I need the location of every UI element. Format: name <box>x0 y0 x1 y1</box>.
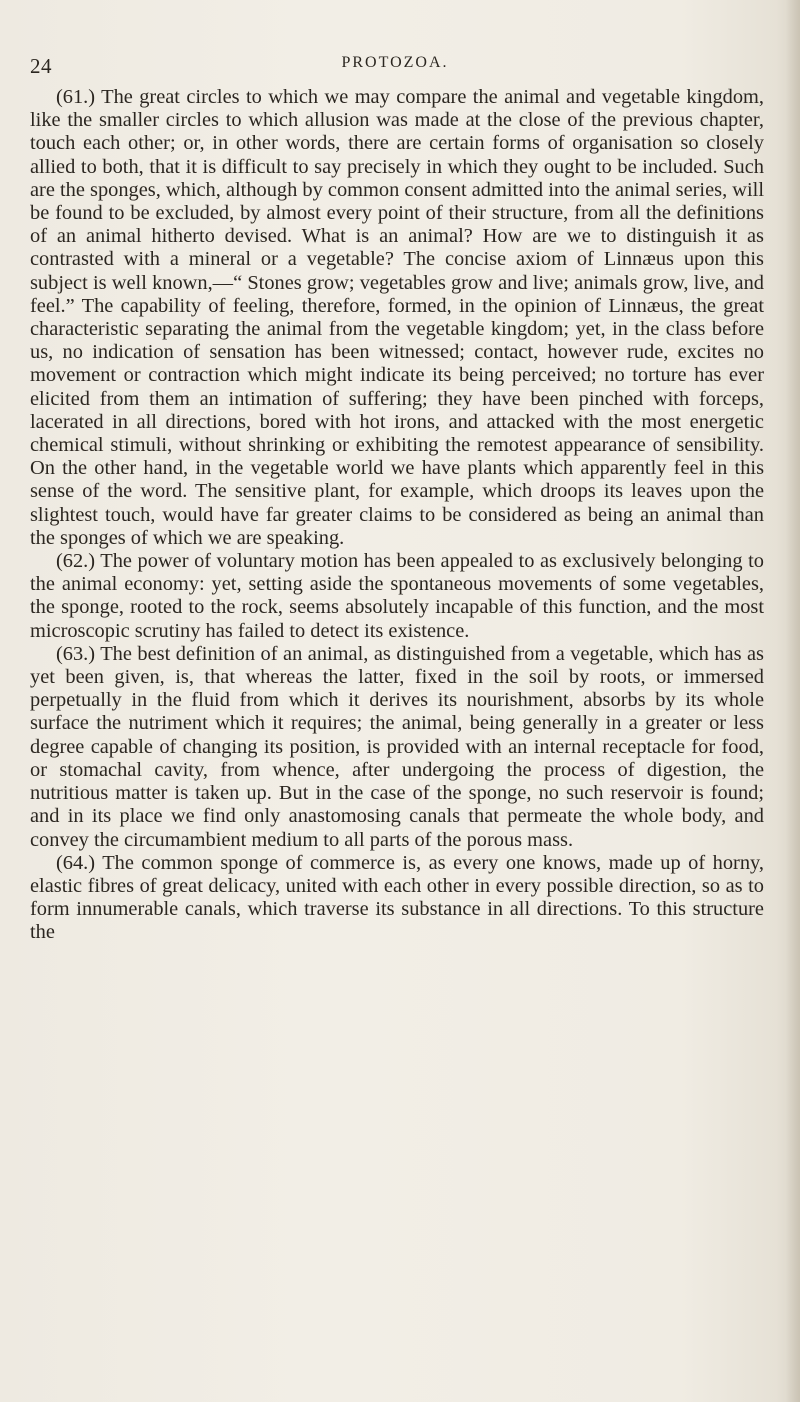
page-header <box>30 54 760 80</box>
paragraph-61: (61.) The great circles to which we may compare the animal and vegetable kingdom, like the smaller circles to which allusion was made at the close of the previous chapter, touch each other; or, in other words, there are certain forms of organisation so closely allied to both, that it is difficult to say precisely in which they ought to be included. Such are the sponges, which, although by common consent admitted into the animal series, will be found to be excluded, by almost every point of their structure, from all the definitions of an animal hitherto devised. What is an animal? How are we to distinguish it as contrasted with a mineral or a vegetable? The concise axiom of Linnæus upon this subject is well known,—“ Stones grow; vegetables grow and live; animals grow, live, and feel.” The capability of feeling, therefore, formed, in the opinion of Linnæus, the great characteristic separating the animal from the vegetable kingdom; yet, in the class before us, no indication of sensation has been witnessed; contact, however rude, excites no movement or contraction which might indicate its being perceived; no torture has ever elicited from them an intimation of suffering; they have been pinched with forceps, lacerated in all directions, bored with hot irons, and attacked with the most energetic chemical stimuli, without shrinking or exhibiting the remotest appearance of sensibility. On the other hand, in the vegetable world we have plants which apparently feel in this sense of the word. The sensitive plant, for example, which droops its leaves upon the slightest touch, would have far greater claims to be considered as being an animal than the sponges of which we are speaking. <box>30 86 764 549</box>
paragraph-64: (64.) The common sponge of commerce is, as every one knows, made up of horny, elastic fibres of great delicacy, united with each other in every possible direction, so as to form innumerable canals, which traverse its substance in all directions. To this structure the <box>30 851 764 944</box>
running-head: PROTOZOA. <box>341 54 449 71</box>
paragraph-62: (62.) The power of voluntary motion has been appealed to as exclusively belonging to the animal economy: yet, setting aside the spontaneous movements of some vegetables, the sponge, rooted to the rock, seems absolutely incapable of this function, and the most microscopic scrutiny has failed to detect its existence. <box>30 550 764 642</box>
page-number: 24 <box>30 54 52 78</box>
body-text <box>30 86 764 945</box>
paragraph-63: (63.) The best definition of an animal, as distinguished from a vegetable, which has as yet been given, is, that whereas the latter, fixed in the soil by roots, or immersed perpetually in the fluid from which it derives its nourishment, absorbs by its whole surface the nutriment which it requires; the animal, being generally in a greater or less degree capable of changing its position, is provided with an internal receptacle for food, or stomachal cavity, from whence, after undergoing the process of digestion, the nutritious matter is taken up. But in the case of the sponge, no such reservoir is found; and in its place we find only anastomosing canals that permeate the whole body, and convey the circumambient medium to all parts of the porous mass. <box>30 642 764 851</box>
page-edge-shadow <box>786 0 800 1402</box>
